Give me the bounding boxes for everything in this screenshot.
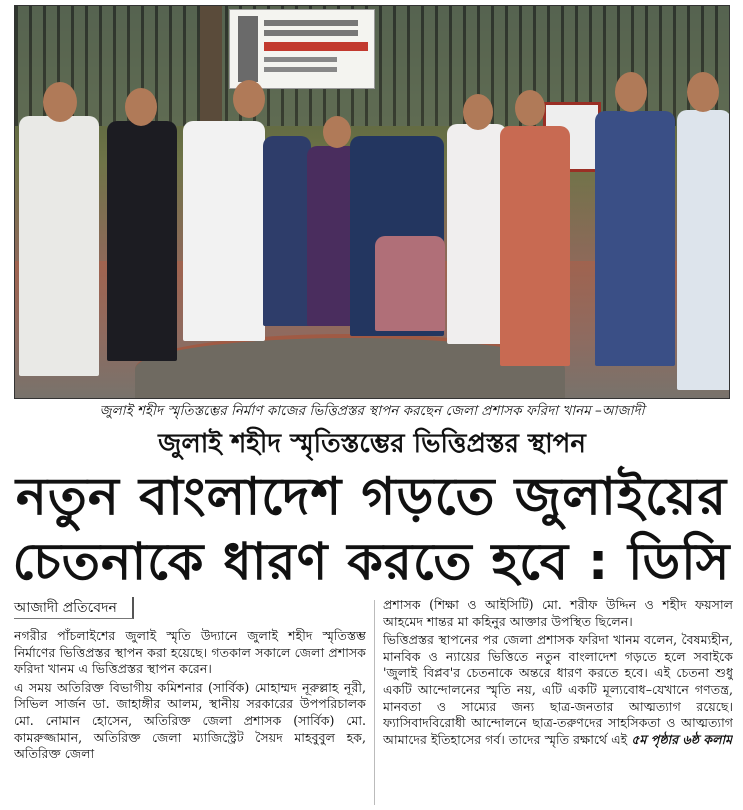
person bbox=[107, 121, 177, 361]
photo-caption: জুলাই শহীদ স্মৃতিস্তম্ভের নির্মাণ কাজের ভিত্তিপ্রস্তর স্থাপন করছেন জেলা প্রশাসক ফরিদা খানম –আজাদী bbox=[99, 403, 645, 419]
article-column-right bbox=[383, 597, 733, 808]
person bbox=[375, 236, 445, 331]
person-head bbox=[43, 82, 77, 122]
article-column-left bbox=[14, 628, 366, 808]
article-paragraph: প্রশাসক (শিক্ষা ও আইসিটি) মো. শরীফ উদ্দিন ও শহীদ ফয়সাল আহমেদ শান্তর মা কহিনুর আক্তার উপস্থিত ছিলেন। bbox=[383, 597, 733, 629]
person bbox=[183, 121, 265, 341]
person-head bbox=[233, 80, 265, 118]
person bbox=[595, 111, 675, 366]
article-text: ভিত্তিপ্রস্তর স্থাপনের পর জেলা প্রশাসক ফরিদা খানম বলেন, বৈষম্যহীন, মানবিক ও ন্যায়ের ভিত্তিতে নতুন বাংলাদেশ গড়তে হলে সবাইকে 'জুলাই বিপ্লব'র চেতনাকে অন্তরে ধারণ করতে হবে। এই চেতনা শুধু একটি আন্দোলনের স্মৃতি নয়, এটি একটি মূল্যবোধ–যেখানে গণতন্ত্র, মানবতা ও সাম্যের জন্য ছাত্র-জনতার আত্মত্যাগ রয়েছে। ফ্যাসিবাদবিরোধী আন্দোলনে ছাত্র-তরুণদের সাহসিকতা ও আত্মত্যাগ আমাদের ইতিহাসের গর্ব। তাদের স্মৃতি রক্ষার্থে এই bbox=[383, 632, 733, 747]
person-head bbox=[687, 72, 719, 112]
byline: আজাদী প্রতিবেদন bbox=[14, 597, 134, 619]
news-photo bbox=[14, 5, 730, 399]
sub-headline: জুলাই শহীদ স্মৃতিস্তম্ভের ভিত্তিপ্রস্তর স্থাপন bbox=[158, 429, 586, 459]
article-paragraph: নগরীর পাঁচলাইশের জুলাই স্মৃতি উদ্যানে জুলাই শহীদ স্মৃতিস্তম্ভ নির্মাণের ভিত্তিপ্রস্তর স্থাপন করা হয়েছে। গতকাল সকালে জেলা প্রশাসক ফরিদা খানম এ ভিত্তিপ্রস্তর স্থাপন করেন। bbox=[14, 628, 366, 677]
column-divider bbox=[374, 600, 375, 805]
headline-line-2: চেতনাকে ধারণ করতে হবে : ডিসি bbox=[12, 533, 731, 592]
person bbox=[447, 124, 507, 344]
person-head bbox=[125, 88, 157, 126]
person bbox=[19, 116, 99, 376]
person bbox=[500, 126, 570, 366]
headline-line-1: নতুন বাংলাদেশ গড়তে জুলাইয়ের bbox=[15, 467, 728, 527]
continued-on-link[interactable]: ৫ম পৃষ্ঠার ৬ষ্ঠ কলাম bbox=[631, 731, 733, 747]
person-head bbox=[615, 72, 647, 112]
person-head bbox=[463, 94, 493, 130]
person bbox=[263, 136, 311, 326]
article-paragraph bbox=[383, 632, 733, 748]
article-paragraph: এ সময় অতিরিক্ত বিভাগীয় কমিশনার (সার্বিক) মোহাম্মদ নূরুল্লাহ নূরী, সিভিল সার্জন ডা. জাহাঙ্গীর আলম, স্থানীয় সরকারের উপপরিচালক মো. নোমান হোসেন, অতিরিক্ত জেলা প্রশাসক (সার্বিক) মো. কামরুজ্জামান, অতিরিক্ত জেলা ম্যাজিস্ট্রেট সৈয়দ মাহবুবুল হক, অতিরিক্ত জেলা bbox=[14, 679, 366, 762]
person-head bbox=[323, 116, 351, 148]
person bbox=[677, 110, 730, 390]
person-head bbox=[515, 90, 545, 126]
event-banner bbox=[229, 9, 375, 89]
